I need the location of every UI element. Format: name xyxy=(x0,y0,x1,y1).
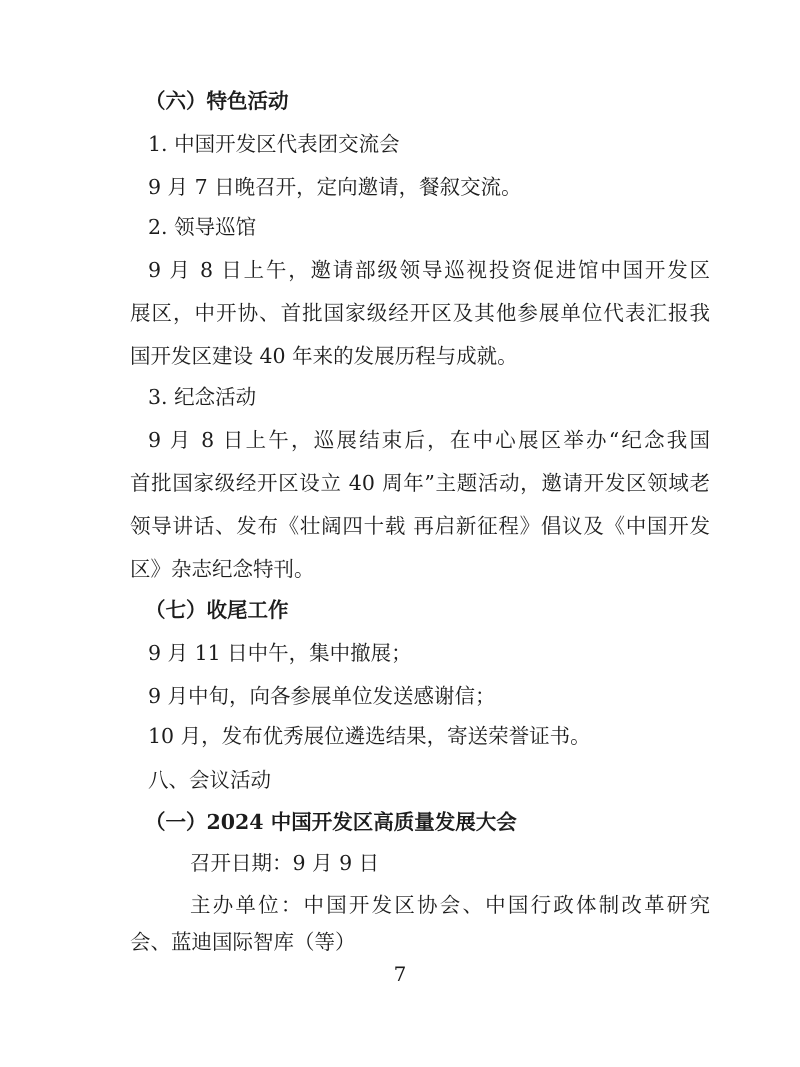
closing-line: 10 月，发布优秀展位遴选结果，寄送荣誉证书。 xyxy=(148,724,591,748)
closing-line: 9 月 11 日中午，集中撤展； xyxy=(148,641,412,665)
item-title-3: 3. 纪念活动 xyxy=(148,385,257,409)
item-title-1: 1. 中国开发区代表团交流会 xyxy=(148,132,400,156)
section-heading-6: （六）特色活动 xyxy=(145,89,289,113)
item-title-2: 2. 领导巡馆 xyxy=(148,215,257,239)
subsection-heading-8-1: （一）2024 中国开发区高质量发展大会 xyxy=(145,810,517,834)
item-body-2-line: 展区，中开协、首批国家级经开区及其他参展单位代表汇报我 xyxy=(130,301,710,325)
page-number: 7 xyxy=(393,962,407,986)
meeting-organizers-line: 会、蓝迪国际智库（等） xyxy=(130,930,356,954)
item-body-2-line: 国开发区建设 40 年来的发展历程与成就。 xyxy=(130,344,518,368)
item-body-2-line: 9 月 8 日上午，邀请部级领导巡视投资促进馆中国开发区 xyxy=(148,258,710,282)
closing-line: 9 月中旬，向各参展单位发送感谢信； xyxy=(148,684,496,708)
meeting-date: 召开日期：9 月 9 日 xyxy=(190,851,380,875)
item-body-1: 9 月 7 日晚召开，定向邀请，餐叙交流。 xyxy=(148,175,522,199)
item-body-3-line: 首批国家级经开区设立 40 周年”主题活动，邀请开发区领域老 xyxy=(130,471,710,495)
item-body-3-line: 9 月 8 日上午，巡展结束后，在中心展区举办“纪念我国 xyxy=(148,428,710,452)
meeting-organizers-line: 主办单位：中国开发区协会、中国行政体制改革研究 xyxy=(190,893,710,917)
section-heading-7: （七）收尾工作 xyxy=(145,598,289,622)
section-heading-8: 八、会议活动 xyxy=(148,768,271,792)
item-body-3-line: 领导讲话、发布《壮阔四十载 再启新征程》倡议及《中国开发 xyxy=(130,514,710,538)
item-body-3-line: 区》杂志纪念特刊。 xyxy=(130,557,315,581)
